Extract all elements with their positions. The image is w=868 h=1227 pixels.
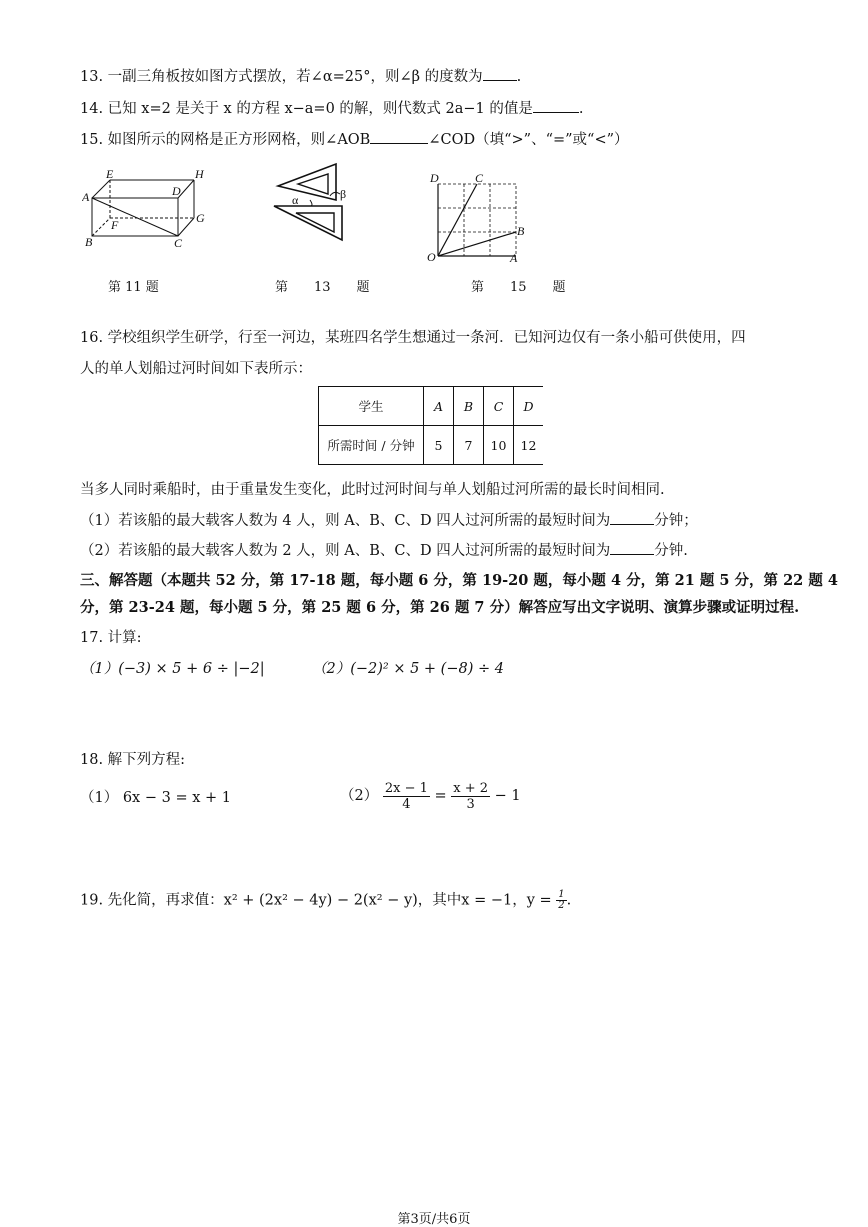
fraction-right: [451, 781, 490, 812]
crossing-time-table-wrapper: [318, 386, 547, 468]
table-cell: 7: [454, 426, 484, 465]
question-15-text-b: ∠COD（填“>”、“=”或“<”）: [428, 132, 629, 148]
question-17-part1: （1）(−3) × 5 + 6 ÷ |−2|: [80, 661, 265, 677]
table-cell: 12: [514, 426, 544, 465]
question-16-part1: [80, 510, 698, 531]
table-row: [319, 426, 544, 465]
figure-11-cuboid: [82, 168, 212, 254]
answer-blank: [533, 98, 579, 113]
answer-blank: [370, 129, 428, 144]
minus-one: − 1: [494, 788, 521, 804]
table-cell: A: [424, 387, 454, 426]
period: .: [566, 892, 572, 909]
question-14-text: 14. 已知 x=2 是关于 x 的方程 x−a=0 的解，则代数式 2a−1 的值是: [80, 101, 533, 117]
denominator: 4: [402, 796, 411, 812]
fraction-y: [556, 890, 566, 911]
part1-text: （1）若该船的最大载客人数为 4 人，则 A、B、C、D 四人过河所需的最短时间为: [80, 513, 611, 529]
question-16-part2: [80, 540, 688, 561]
question-18: 18. 解下列方程:: [80, 752, 186, 768]
answer-blank: [610, 510, 654, 525]
part1-unit: 分钟；: [654, 513, 698, 529]
page-footer: 第3页/共6页: [397, 1212, 471, 1227]
denominator: 2: [558, 900, 565, 911]
label-H: H: [195, 168, 204, 181]
denominator: 3: [466, 796, 475, 812]
figure-15-grid: [424, 172, 534, 266]
figure-13-caption: 第 13 题: [275, 280, 370, 295]
label-beta: β: [340, 187, 347, 201]
question-15: [80, 129, 629, 150]
part2-label: （2）: [340, 788, 379, 804]
table-cell: B: [454, 387, 484, 426]
answer-blank: [483, 66, 517, 81]
numerator: x + 2: [453, 780, 489, 796]
question-13-text: 13. 一副三角板按如图方式摆放，若∠α=25°，则∠β 的度数为: [80, 69, 483, 85]
question-16-line3: 当多人同时乘船时，由于重量发生变化，此时过河时间与单人划船过河所需的最长时间相同.: [80, 482, 665, 498]
question-19: [80, 890, 571, 911]
numerator: 1: [558, 889, 565, 900]
figure-11-caption: 第 11 题: [108, 280, 159, 295]
part2-unit: 分钟.: [654, 543, 688, 559]
question-14: [80, 98, 583, 119]
label-C: C: [174, 236, 183, 250]
table-cell: D: [514, 387, 544, 426]
crossing-time-table: [318, 386, 543, 465]
period: .: [578, 101, 584, 117]
table-cell: C: [484, 387, 514, 426]
table-cell: 10: [484, 426, 514, 465]
label-B: B: [85, 235, 93, 249]
section-3-heading-line2: 分，第 23-24 题，每小题 5 分，第 25 题 6 分，第 26 题 7 分）解答应写出文字说明、演算步骤或证明过程.: [80, 599, 800, 616]
label-G: G: [196, 211, 205, 225]
answer-blank: [610, 540, 654, 555]
label-A: A: [510, 251, 518, 262]
question-17: 17. 计算:: [80, 630, 142, 646]
part2-text: （2）若该船的最大载客人数为 2 人，则 A、B、C、D 四人过河所需的最短时间为: [80, 543, 611, 559]
numerator: 2x − 1: [384, 780, 428, 796]
label-F: F: [111, 218, 119, 232]
question-16-line1: 16. 学校组织学生研学，行至一河边，某班四名学生想通过一条河．已知河边仅有一条小船可供使用，四: [80, 330, 746, 346]
question-18-part1: （1） 6x − 3 = x + 1: [80, 790, 231, 806]
equals-sign: =: [434, 788, 447, 804]
table-header-cell: 所需时间 / 分钟: [319, 426, 424, 465]
label-D: D: [172, 184, 181, 198]
figure-13-set-squares: [270, 160, 366, 254]
label-A: A: [82, 190, 90, 204]
label-D: D: [430, 172, 439, 185]
question-19-text: 19. 先化简，再求值：x² + (2x² − 4y) − 2(x² − y)，其中x = −1，y =: [80, 892, 557, 909]
label-O: O: [427, 250, 436, 262]
fraction-left: [383, 781, 430, 812]
label-B: B: [517, 224, 525, 238]
table-cell: 5: [424, 426, 454, 465]
question-15-text-a: 15. 如图所示的网格是正方形网格，则∠AOB: [80, 132, 371, 148]
label-E: E: [106, 168, 114, 181]
question-16-line2: 人的单人划船过河时间如下表所示：: [80, 361, 312, 377]
question-17-part2: （2）(−2)² × 5 + (−8) ÷ 4: [312, 661, 504, 677]
table-row: [319, 387, 544, 426]
table-header-cell: 学生: [319, 387, 424, 426]
label-C: C: [475, 172, 484, 185]
section-3-heading-line1: 三、解答题（本题共 52 分，第 17-18 题，每小题 6 分，第 19-20 题，每小题 4 分，第 21 题 5 分，第 22 题 4: [80, 572, 838, 589]
figure-15-caption: 第 15 题: [471, 280, 566, 295]
question-13: [80, 66, 521, 87]
label-alpha: α: [292, 193, 299, 207]
period: .: [516, 69, 522, 85]
question-18-part2: [340, 778, 521, 814]
